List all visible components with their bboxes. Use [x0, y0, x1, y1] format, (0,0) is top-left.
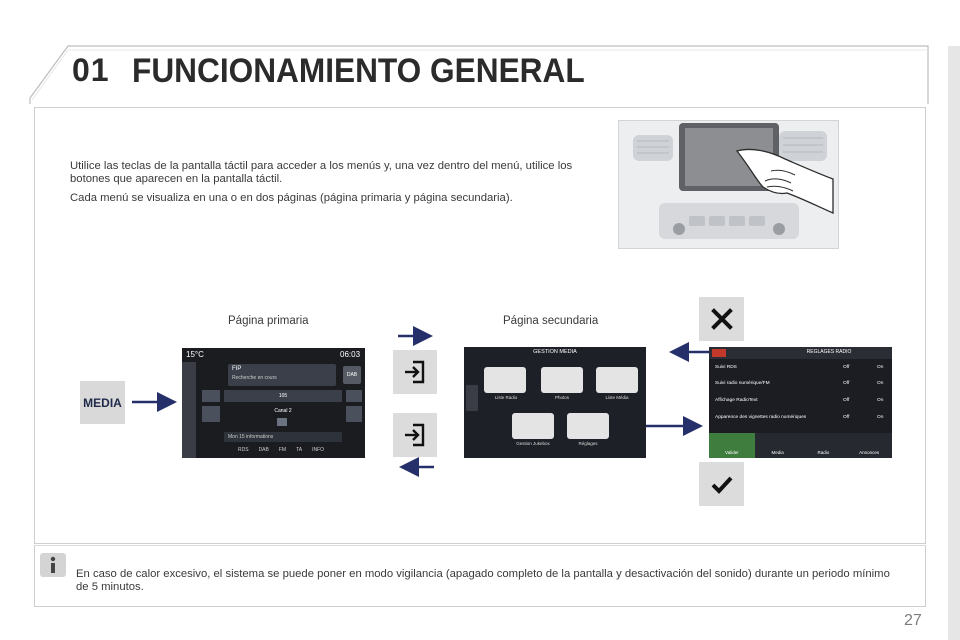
settings-row-label: Suivi RDS	[715, 365, 737, 370]
footer-item[interactable]: RDS	[238, 447, 249, 453]
toggle-off[interactable]: Off	[843, 381, 850, 386]
left-rail	[466, 385, 478, 411]
tile-label: Réglages	[578, 441, 598, 446]
toggle-on[interactable]: On	[877, 365, 884, 370]
left-rail	[182, 362, 196, 458]
settings-row-label: Affichage RadioText	[715, 398, 758, 403]
frequency-bar: 105	[224, 390, 342, 402]
page-title: FUNCIONAMIENTO GENERAL	[132, 52, 585, 90]
side-margin-bar	[948, 46, 960, 640]
intro-paragraph-2: Cada menú se visualiza en una o en dos páginas (página primaria y página secundaria).	[70, 192, 513, 204]
search-status: Recherche en cours	[232, 375, 277, 381]
settings-row	[715, 415, 885, 427]
clock-readout: 06:03	[340, 350, 361, 359]
tile-reglages[interactable]	[567, 413, 609, 439]
close-icon	[699, 297, 744, 341]
settings-screen	[709, 347, 892, 458]
toggle-on[interactable]: On	[877, 415, 884, 420]
temperature-readout: 15°C	[186, 350, 204, 359]
secondary-page-screen	[464, 347, 646, 458]
seek-back-button[interactable]	[202, 406, 220, 422]
toggle-off[interactable]: Off	[843, 365, 850, 370]
primary-page-screen	[182, 348, 365, 458]
station-name: FIP	[232, 366, 242, 372]
settings-row	[715, 365, 885, 377]
toggle-on[interactable]: On	[877, 381, 884, 386]
section-number: 01	[72, 52, 110, 88]
note-text: En caso de calor excesivo, el sistema se puede poner en modo vigilancia (apagado completo de la pantalla y desactivación del sonido) durante un periodo mínimo de 5 minutos.	[76, 568, 890, 593]
info-icon	[40, 553, 66, 577]
seek-forward-button[interactable]	[346, 406, 362, 422]
caption-secondary-page: Página secundaria	[503, 315, 599, 327]
footer-item[interactable]: DAB	[258, 447, 269, 453]
dab-badge[interactable]: DAB	[343, 366, 361, 384]
intro-paragraph-1: Utilice las teclas de la pantalla táctil para acceder a los menús y, una vez dentro del menú, utilice los botones que aparecen en la pantalla táctil.	[70, 160, 573, 185]
tile-liste-radio[interactable]	[484, 367, 526, 393]
tab-media[interactable]: Media	[771, 450, 784, 455]
channel-label: Canal 2	[274, 408, 292, 414]
tab-radio[interactable]: Radio	[817, 450, 830, 455]
settings-bottom-tabs	[709, 433, 892, 458]
settings-row-label: Suivi radio numérique/FM	[715, 381, 770, 386]
station-panel[interactable]	[228, 364, 336, 386]
settings-row-label: Apparence des vignettes radio numériques	[715, 415, 807, 420]
up-arrow-button[interactable]	[277, 418, 287, 426]
settings-row	[715, 381, 885, 393]
secondary-screen-title: GESTION MEDIA	[533, 349, 577, 355]
close-icon[interactable]	[712, 349, 726, 357]
tile-label: Liste Média	[605, 395, 629, 400]
toggle-off[interactable]: Off	[843, 398, 850, 403]
media-button[interactable]: MEDIA	[80, 381, 125, 424]
checkmark-icon	[699, 462, 744, 506]
tab-valider[interactable]: Valider	[709, 433, 755, 458]
tile-label: Photos	[554, 395, 569, 400]
prev-button[interactable]	[202, 390, 220, 402]
tile-gestion-jukebox[interactable]	[512, 413, 554, 439]
settings-row	[715, 398, 885, 410]
tile-photos[interactable]	[541, 367, 583, 393]
tab-annonces[interactable]: Annonces	[859, 450, 880, 455]
toggle-on[interactable]: On	[877, 398, 884, 403]
caption-primary-page: Página primaria	[228, 315, 309, 327]
page-number: 27	[904, 612, 922, 629]
info-line: Mon 15 informations	[224, 432, 342, 442]
enter-arrow-icon	[393, 350, 437, 394]
toggle-off[interactable]: Off	[843, 415, 850, 420]
tile-label: Liste Radio	[494, 395, 518, 400]
footer-items	[238, 447, 358, 453]
tile-liste-media[interactable]	[596, 367, 638, 393]
tile-label: Gestion Jukebox	[516, 441, 550, 446]
footer-item[interactable]: TA	[296, 447, 303, 453]
next-button[interactable]	[346, 390, 362, 402]
footer-item[interactable]: INFO	[312, 447, 325, 453]
enter-arrow-back-icon	[393, 413, 437, 457]
settings-title: REGLAGES RADIO	[806, 349, 852, 355]
footer-item[interactable]: FM	[278, 447, 287, 453]
